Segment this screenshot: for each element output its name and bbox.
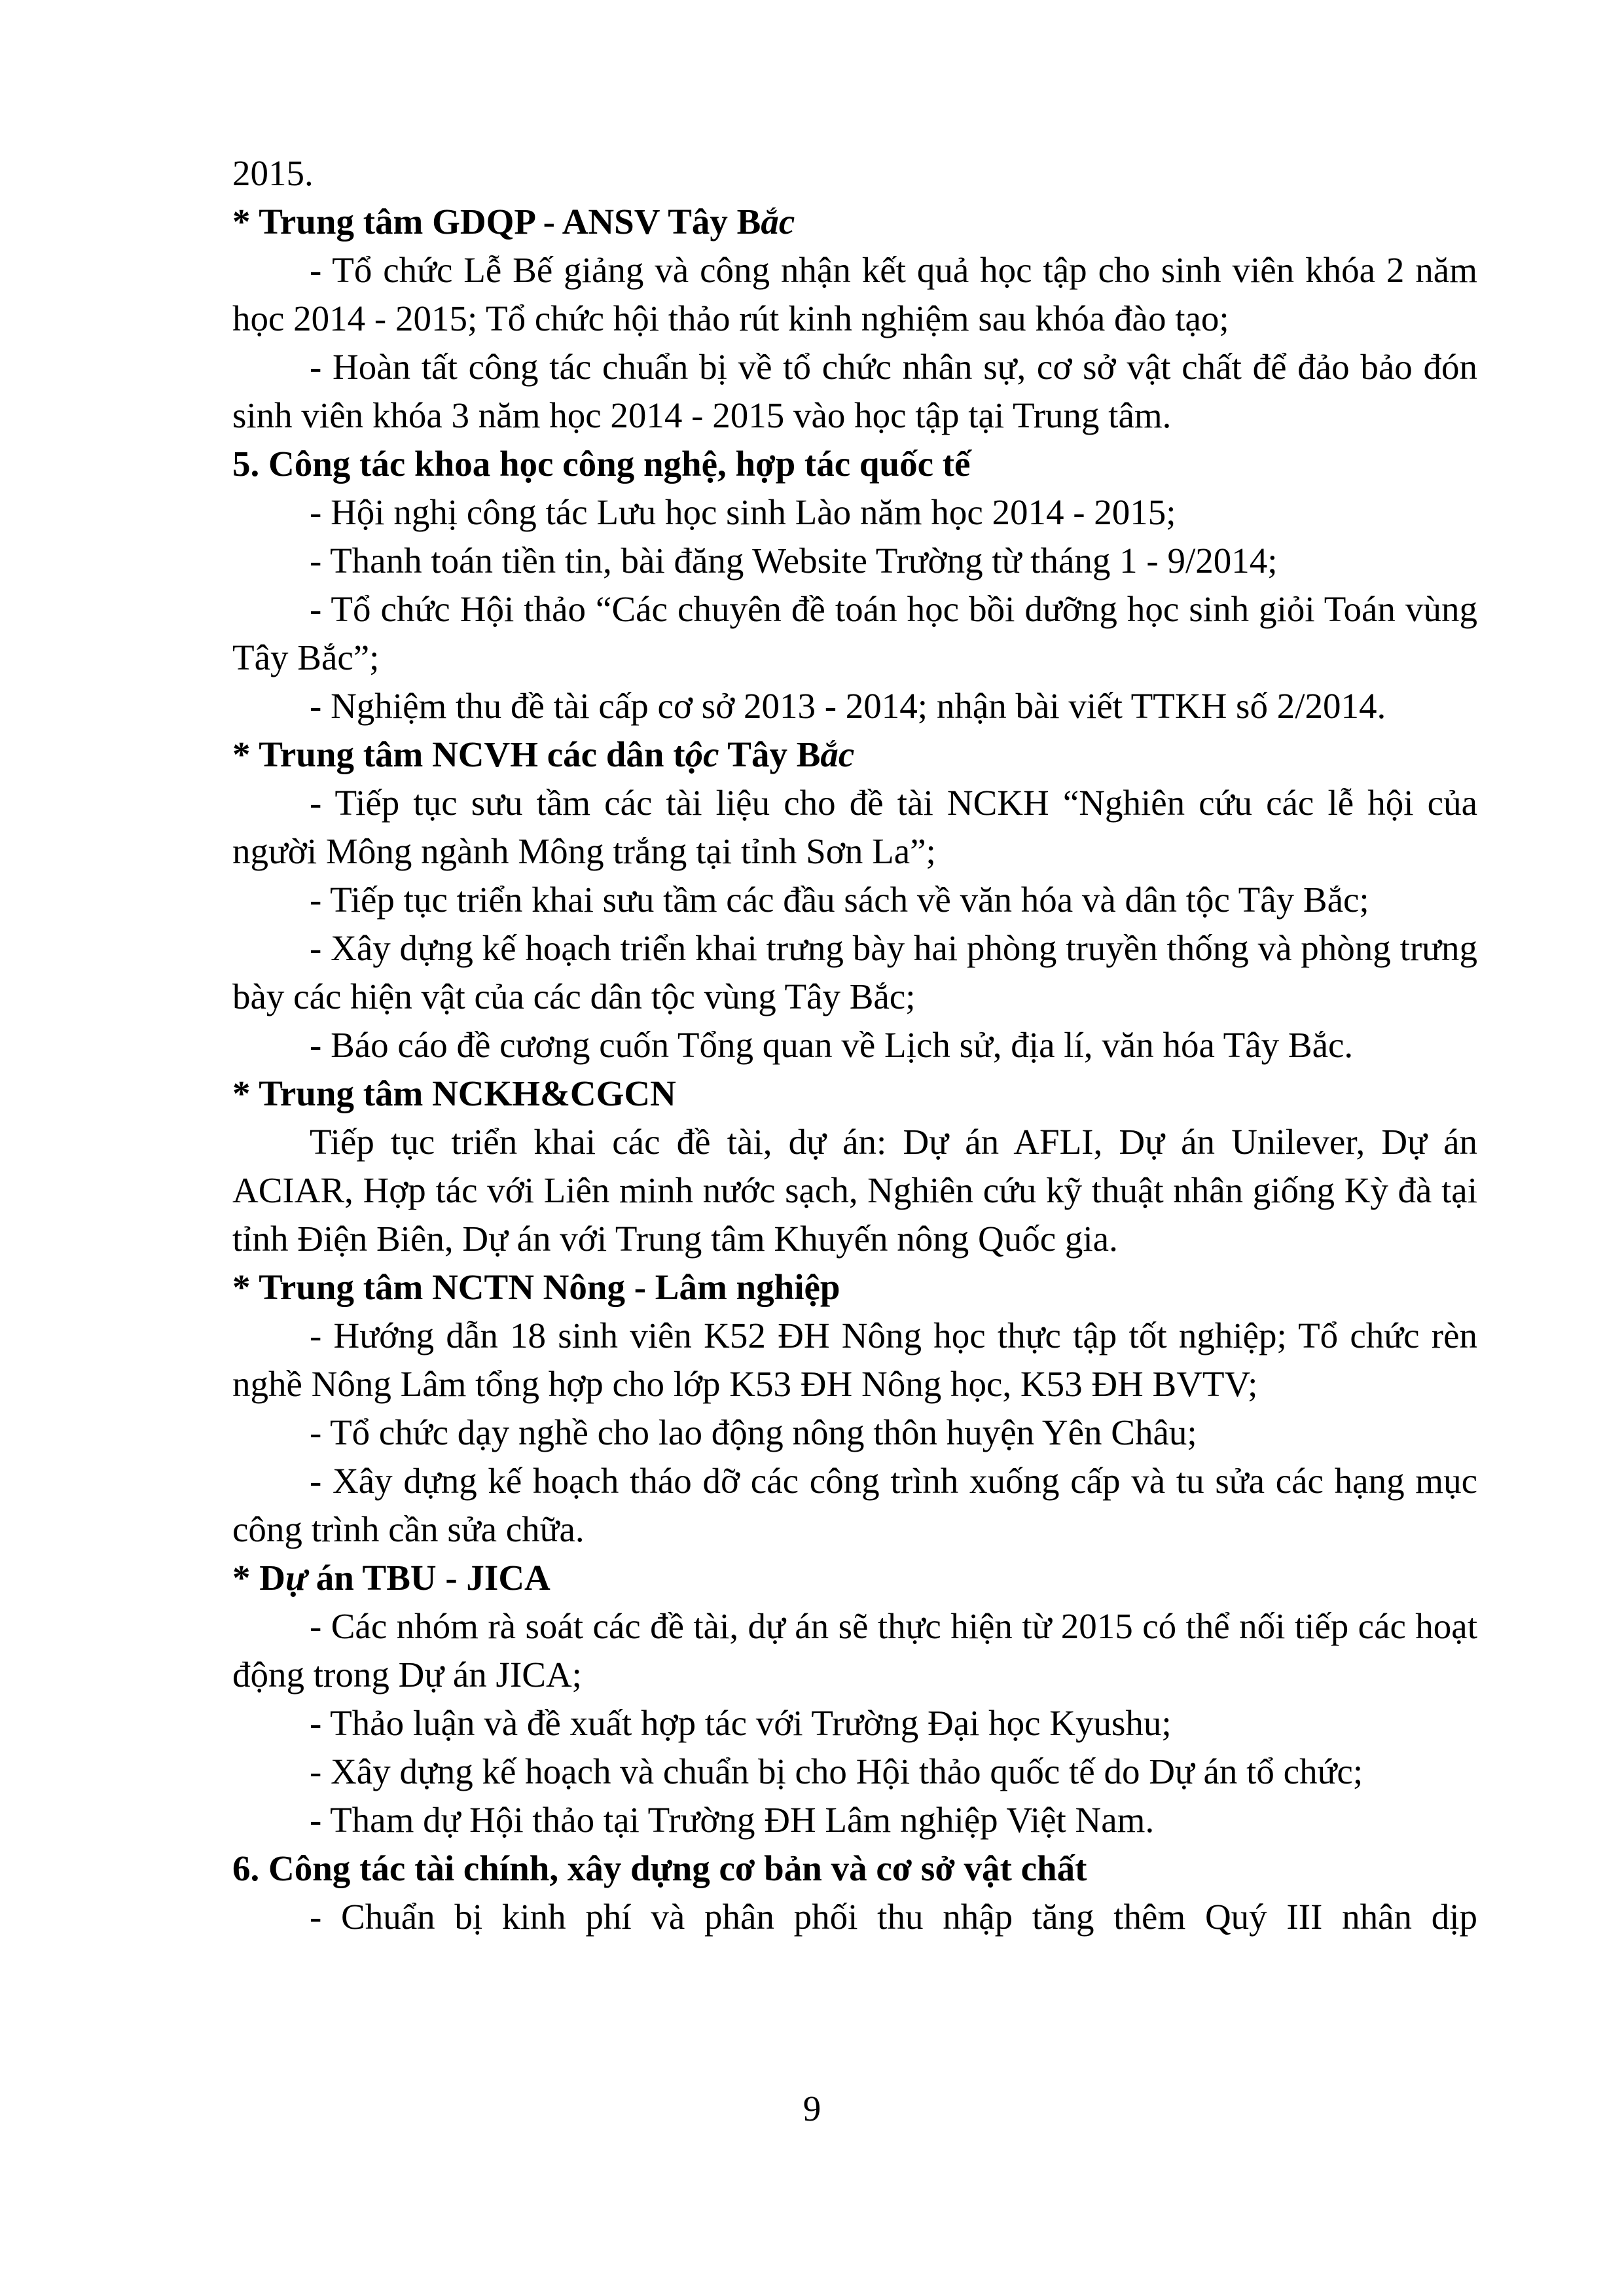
heading-nctn: * Trung tâm NCTN Nông - Lâm nghiệp	[232, 1267, 840, 1307]
heading-ncvh: * Trung tâm NCVH các dân tộc Tây Bắc	[232, 734, 855, 774]
paragraph: - Các nhóm rà soát các đề tài, dự án sẽ thực hiện từ 2015 có thể nối tiếp các hoạt động trong Dự án JICA;	[232, 1606, 1477, 1695]
paragraph: - Hoàn tất công tác chuẩn bị về tổ chức nhân sự, cơ sở vật chất để đảo bảo đón sinh viên khóa 3 năm học 2014 - 2015 vào học tập tại Trung tâm.	[232, 347, 1477, 435]
paragraph: - Xây dựng kế hoạch và chuẩn bị cho Hội thảo quốc tế do Dự án tổ chức;	[310, 1751, 1363, 1791]
paragraph: - Xây dựng kế hoạch tháo dỡ các công trình xuống cấp và tu sửa các hạng mục công trình cần sửa chữa.	[232, 1461, 1477, 1549]
paragraph: - Tham dự Hội thảo tại Trường ĐH Lâm nghiệp Việt Nam.	[310, 1800, 1155, 1840]
page-number: 9	[803, 2089, 821, 2128]
paragraph: - Thảo luận và đề xuất hợp tác với Trường Đại học Kyushu;	[310, 1703, 1172, 1743]
paragraph: Tiếp tục triển khai các đề tài, dự án: Dự án AFLI, Dự án Unilever, Dự án ACIAR, Hợp tác với Liên minh nước sạch, Nghiên cứu kỹ thuật nhân giống Kỳ đà tại tỉnh Điện Biên, Dự án với Trung tâm Khuyến nông Quốc gia.	[232, 1122, 1477, 1259]
paragraph: - Tổ chức dạy nghề cho lao động nông thôn huyện Yên Châu;	[310, 1412, 1197, 1452]
paragraph: - Tổ chức Lễ Bế giảng và công nhận kết quả học tập cho sinh viên khóa 2 năm học 2014 - 2015; Tổ chức hội thảo rút kinh nghiệm sau khóa đào tạo;	[232, 250, 1477, 338]
heading-section-6: 6. Công tác tài chính, xây dựng cơ bản và cơ sở vật chất	[232, 1848, 1087, 1888]
text-line: 2015.	[232, 153, 314, 193]
heading-nckh: * Trung tâm NCKH&CGCN	[232, 1073, 676, 1113]
heading-section-5: 5. Công tác khoa học công nghệ, hợp tác quốc tế	[232, 444, 971, 484]
paragraph: - Báo cáo đề cương cuốn Tổng quan về Lịch sử, địa lí, văn hóa Tây Bắc.	[310, 1025, 1354, 1065]
paragraph: - Tổ chức Hội thảo “Các chuyên đề toán học bồi dưỡng học sinh giỏi Toán vùng Tây Bắc”;	[232, 589, 1477, 677]
paragraph: - Hội nghị công tác Lưu học sinh Lào năm học 2014 - 2015;	[310, 492, 1176, 532]
paragraph: - Xây dựng kế hoạch triển khai trưng bày hai phòng truyền thống và phòng trưng bày các hiện vật của các dân tộc vùng Tây Bắc;	[232, 928, 1477, 1016]
paragraph: - Tiếp tục triển khai sưu tầm các đầu sách về văn hóa và dân tộc Tây Bắc;	[310, 880, 1369, 920]
paragraph: - Tiếp tục sưu tầm các tài liệu cho đề tài NCKH “Nghiên cứu các lễ hội của người Mông ngành Mông trắng tại tỉnh Sơn La”;	[232, 783, 1477, 871]
paragraph: - Nghiệm thu đề tài cấp cơ sở 2013 - 2014; nhận bài viết TTKH số 2/2014.	[310, 686, 1386, 726]
heading-jica: * Dự án TBU - JICA	[232, 1558, 550, 1598]
document-page	[232, 149, 1477, 1941]
paragraph: - Chuẩn bị kinh phí và phân phối thu nhập tăng thêm Quý III nhân dịp	[310, 1897, 1477, 1937]
heading-gdqp: * Trung tâm GDQP - ANSV Tây Bắc	[232, 202, 795, 242]
paragraph: - Hướng dẫn 18 sinh viên K52 ĐH Nông học thực tập tốt nghiệp; Tổ chức rèn nghề Nông Lâm tổng hợp cho lớp K53 ĐH Nông học, K53 ĐH BVTV;	[232, 1316, 1477, 1404]
paragraph: - Thanh toán tiền tin, bài đăng Website Trường từ tháng 1 - 9/2014;	[310, 541, 1278, 581]
